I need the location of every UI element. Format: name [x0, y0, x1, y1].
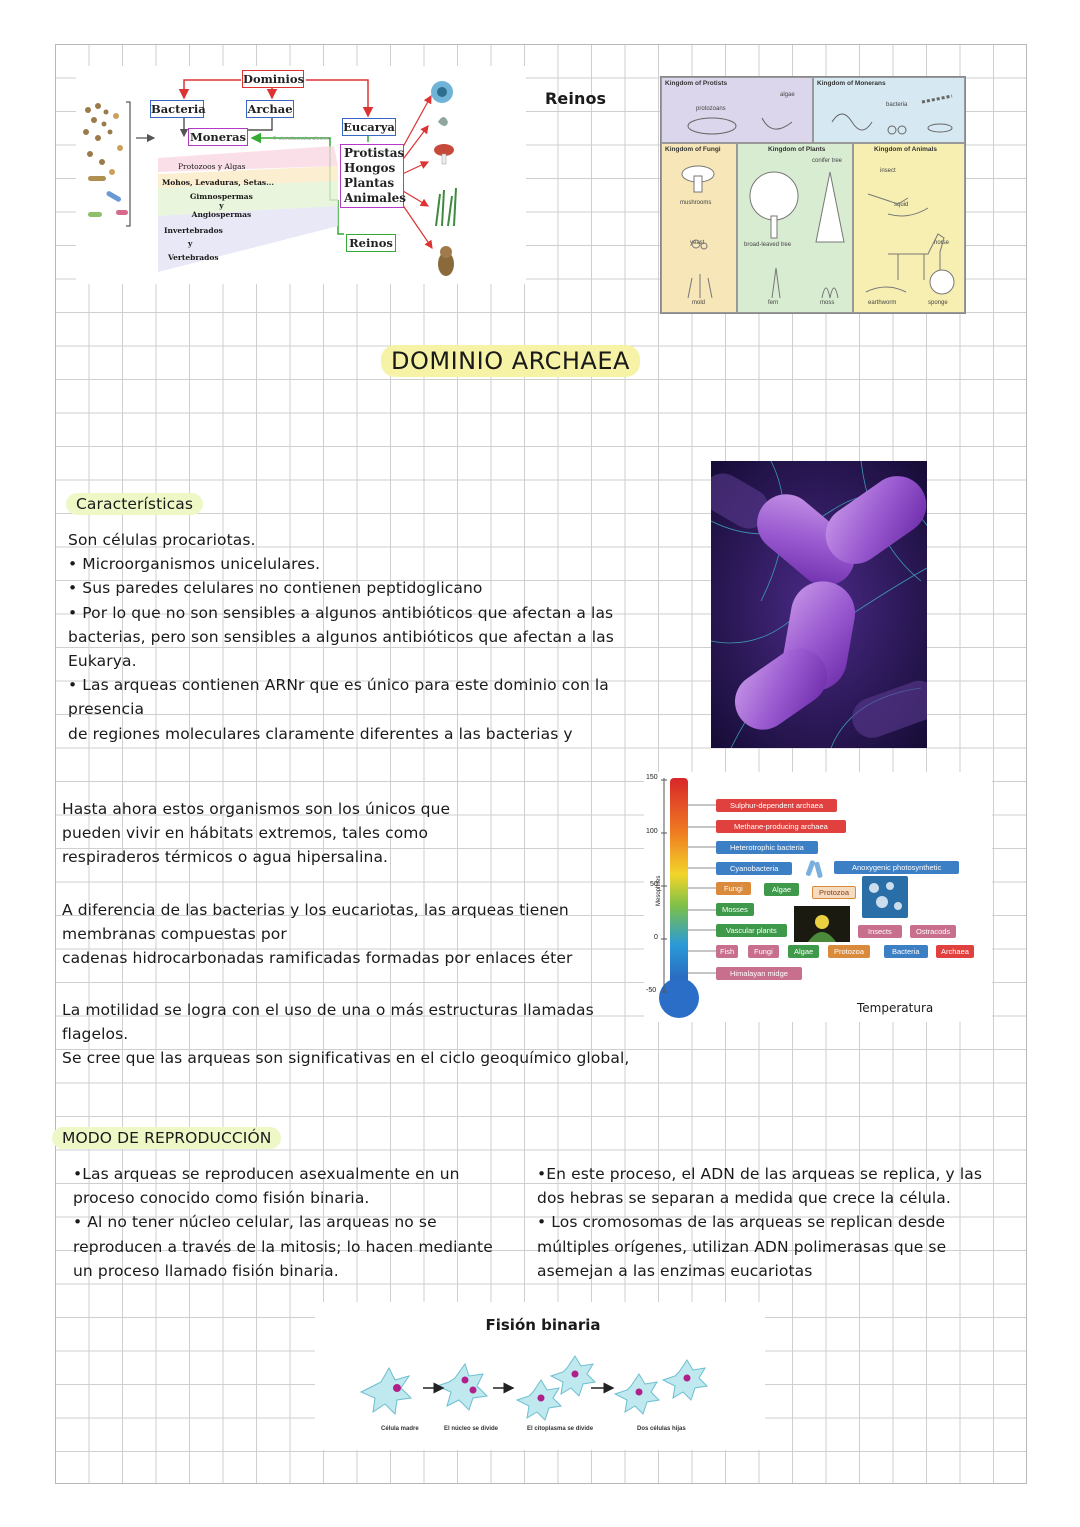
band-invertebrados: Invertebrados [164, 226, 223, 235]
fungi-title: Kingdom of Fungi [665, 146, 721, 153]
motilidad-text [62, 998, 642, 1071]
thermometer-figure [644, 772, 992, 1022]
page-title-text: DOMINIO ARCHAEA [381, 345, 640, 377]
caracteristicas-line: Son células procariotas. [68, 531, 256, 549]
monerans-drawing [822, 92, 962, 140]
kingdom-plantas: Plantas [344, 176, 395, 190]
caracteristicas-line: Eukarya. [68, 652, 137, 671]
reinos-box: Reinos [346, 234, 396, 252]
animals-drawing [858, 174, 962, 300]
fision-binaria-figure [315, 1302, 765, 1450]
tag-heterotrophic: Heterotrophic bacteria [716, 841, 818, 854]
tick-minus50: -50 [646, 987, 657, 994]
fungi-label-mold: mold [692, 300, 706, 306]
tag-protozoa-2: Protozoa [828, 945, 870, 958]
fision-caption-2: El núcleo se divide [444, 1426, 499, 1432]
reproduccion-right [537, 1162, 1007, 1283]
moneras-box: Moneras [189, 130, 247, 144]
tag-fish: Fish [716, 945, 738, 958]
archae-box: Archae [247, 102, 293, 116]
archaea-micrograph [711, 461, 927, 748]
plants-label-moss: moss [820, 300, 835, 306]
caracteristicas-line: • Microorganismos unicelulares. [68, 555, 321, 574]
band-y2: y [188, 239, 193, 248]
tick-150: 150 [646, 774, 658, 781]
kingdom-plants-cell [737, 143, 853, 313]
fision-drawing [315, 1342, 765, 1424]
domains-diagram [76, 66, 526, 284]
animals-label-horse: horse [934, 240, 950, 246]
reproduccion-left-line: reproducen a través de la mitosis; lo hacen mediante [73, 1237, 493, 1256]
caracteristicas-line: • Por lo que no son sensibles a algunos antibióticos que afectan a las [68, 603, 614, 622]
plants-title: Kingdom of Plants [768, 146, 826, 153]
tag-methane: Methane-producing archaea [716, 820, 846, 833]
caracteristicas-heading-text: Características [66, 493, 203, 515]
plants-label-broad: broad-leaved tree [744, 242, 792, 248]
kingdom-protistas: Protistas [344, 146, 405, 160]
reproduccion-right-line: • Los cromosomas de las arqueas se replican desde [537, 1213, 946, 1232]
reinos-label: Reinos [545, 89, 607, 108]
tag-fungi-2: Fungi [748, 945, 779, 958]
vascular-drawing [794, 906, 850, 942]
band-mohos: Mohos, Levaduras, Setas... [162, 178, 274, 187]
caracteristicas-heading [66, 492, 203, 516]
band-gimnospermas [190, 192, 253, 219]
kingdom-animals-cell [853, 143, 965, 313]
tag-bacteria: Bacteria [884, 945, 928, 958]
eucarya-box: Eucarya [343, 120, 395, 134]
fision-caption-1: Célula madre [381, 1426, 419, 1432]
habitat-text [62, 797, 622, 870]
tick-0: 0 [654, 934, 658, 941]
plants-label-conifer: conifer tree [812, 158, 843, 164]
reproduccion-left-line: proceso conocido como fisión binaria. [73, 1189, 370, 1208]
tag-archaea: Archaea [936, 945, 974, 958]
fision-caption-4: Dos células hijas [637, 1426, 686, 1432]
animals-label-sponge: sponge [928, 300, 948, 306]
caracteristicas-body [68, 528, 628, 746]
protists-title: Kingdom of Protists [665, 80, 728, 87]
motilidad-line: Se cree que las arqueas son significativas en el ciclo geoquímico global, [62, 1049, 630, 1068]
domains-diagram-arrows [76, 66, 526, 284]
tag-anoxygenic: Anoxygenic photosynthetic [834, 861, 959, 874]
reproduccion-left-line: •Las arqueas se reproducen asexualmente en un [73, 1165, 460, 1183]
archaea-micrograph-image [711, 461, 927, 748]
fungi-drawing [672, 162, 728, 302]
reproduccion-left [73, 1162, 513, 1283]
caracteristicas-line: presencia [68, 700, 145, 719]
membranas-line: membranas compuestas por [62, 925, 287, 944]
monerans-label-bacteria: bacteria [886, 102, 908, 108]
mesophiles-label: Mesophiles [656, 875, 662, 906]
plants-label-fern: fern [768, 300, 779, 306]
gimnospermas-label: Gimnospermas [190, 192, 253, 201]
membranas-line: cadenas hidrocarbonadas ramificadas formadas por enlaces éter [62, 949, 573, 968]
tag-mosses: Mosses [716, 903, 754, 916]
dominios-box: Dominios [243, 72, 305, 86]
reproduccion-left-line: • Al no tener núcleo celular, las arqueas no se [73, 1213, 437, 1232]
page-title [381, 347, 640, 375]
animals-title: Kingdom of Animals [874, 146, 937, 153]
tag-algae-1: Algae [764, 883, 799, 896]
vascular-image [794, 906, 850, 942]
kingdom-animales: Animales [344, 191, 407, 205]
animals-label-squid: squid [894, 202, 909, 208]
cyano-drawing [802, 856, 828, 882]
kingdoms-box [340, 144, 407, 208]
protists-label-algae: algae [780, 92, 795, 98]
caracteristicas-line: • Las arqueas contienen ARNr que es único para este dominio con la [68, 676, 609, 695]
reproduccion-heading [52, 1126, 281, 1150]
protists-label-protozoans: protozoans [696, 106, 726, 112]
tag-cyanobacteria: Cyanobacteria [716, 862, 792, 875]
kingdoms-figure [660, 76, 966, 314]
reproduccion-right-line: •En este proceso, el ADN de las arqueas se replica, y las [537, 1165, 983, 1183]
monerans-title: Kingdom of Monerans [817, 80, 886, 87]
band-vertebrados: Vertebrados [168, 253, 219, 262]
habitat-line: Hasta ahora estos organismos son los únicos que [62, 800, 451, 818]
reproduccion-right-line: múltiples orígenes, utilizan ADN polimerasas que se [537, 1237, 947, 1256]
fision-caption-3: El citoplasma se divide [527, 1426, 594, 1432]
reproduccion-right-line: dos hebras se separan a medida que crece la célula. [537, 1189, 951, 1208]
tag-fungi-1: Fungi [716, 882, 751, 895]
animals-label-insect: insect [880, 168, 896, 174]
tick-50: 50 [650, 881, 658, 888]
protists-drawing [682, 114, 802, 140]
watermark: © cienciasnaturales.es [272, 136, 330, 142]
band-protozoos: Protozoos y Algas [178, 162, 246, 171]
motilidad-line: flagelos. [62, 1025, 129, 1044]
fision-title: Fisión binaria [485, 1316, 601, 1334]
caracteristicas-line: bacterias, pero son sensibles a algunos antibióticos que afectan a las [68, 627, 614, 646]
kingdom-fungi-cell [661, 143, 737, 313]
fungi-label-mushrooms: mushrooms [680, 200, 712, 206]
habitat-line: pueden vivir en hábitats extremos, tales como [62, 824, 429, 843]
kingdom-hongos: Hongos [344, 161, 396, 175]
reproduccion-heading-text: MODO DE REPRODUCCIÓN [52, 1127, 281, 1149]
habitat-line: respiraderos térmicos o agua hipersalina. [62, 848, 389, 867]
tag-insects: Insects [858, 925, 902, 938]
fungi-label-yeast: yeast [690, 240, 705, 246]
y-label: y [219, 201, 224, 210]
caracteristicas-line: • Sus paredes celulares no contienen peptidoglicano [68, 579, 483, 598]
tag-algae-2: Algae [788, 945, 819, 958]
animals-label-earthworm: earthworm [868, 300, 897, 306]
cyano-image [802, 856, 828, 882]
temperatura-label: Temperatura [857, 1001, 934, 1015]
tag-sulphur: Sulphur-dependent archaea [716, 799, 837, 812]
tag-protozoa-1: Protozoa [812, 886, 856, 899]
motilidad-line: La motilidad se logra con el uso de una o más estructuras llamadas [62, 1001, 594, 1019]
tag-ostracods: Ostracods [910, 925, 956, 938]
tick-100: 100 [646, 828, 658, 835]
protozoa-drawing [862, 876, 908, 918]
protozoa-image [862, 876, 908, 918]
reproduccion-left-line: un proceso llamado fisión binaria. [73, 1261, 339, 1280]
reproduccion-right-line: asemejan a las enzimas eucariotas [537, 1261, 813, 1280]
kingdom-monerans-cell [813, 77, 965, 143]
tag-himalayan: Himalayan midge [716, 967, 802, 980]
tag-vascular: Vascular plants [716, 924, 787, 937]
kingdom-protists-cell [661, 77, 813, 143]
angiospermas-label: Angiospermas [191, 210, 252, 219]
bacteria-box: Bacteria [151, 102, 206, 116]
membranas-line: A diferencia de las bacterias y los eucariotas, las arqueas tienen [62, 901, 569, 919]
membranas-text [62, 898, 632, 971]
caracteristicas-line: de regiones moleculares claramente diferentes a las bacterias y [68, 724, 573, 743]
plants-drawing [742, 166, 850, 298]
